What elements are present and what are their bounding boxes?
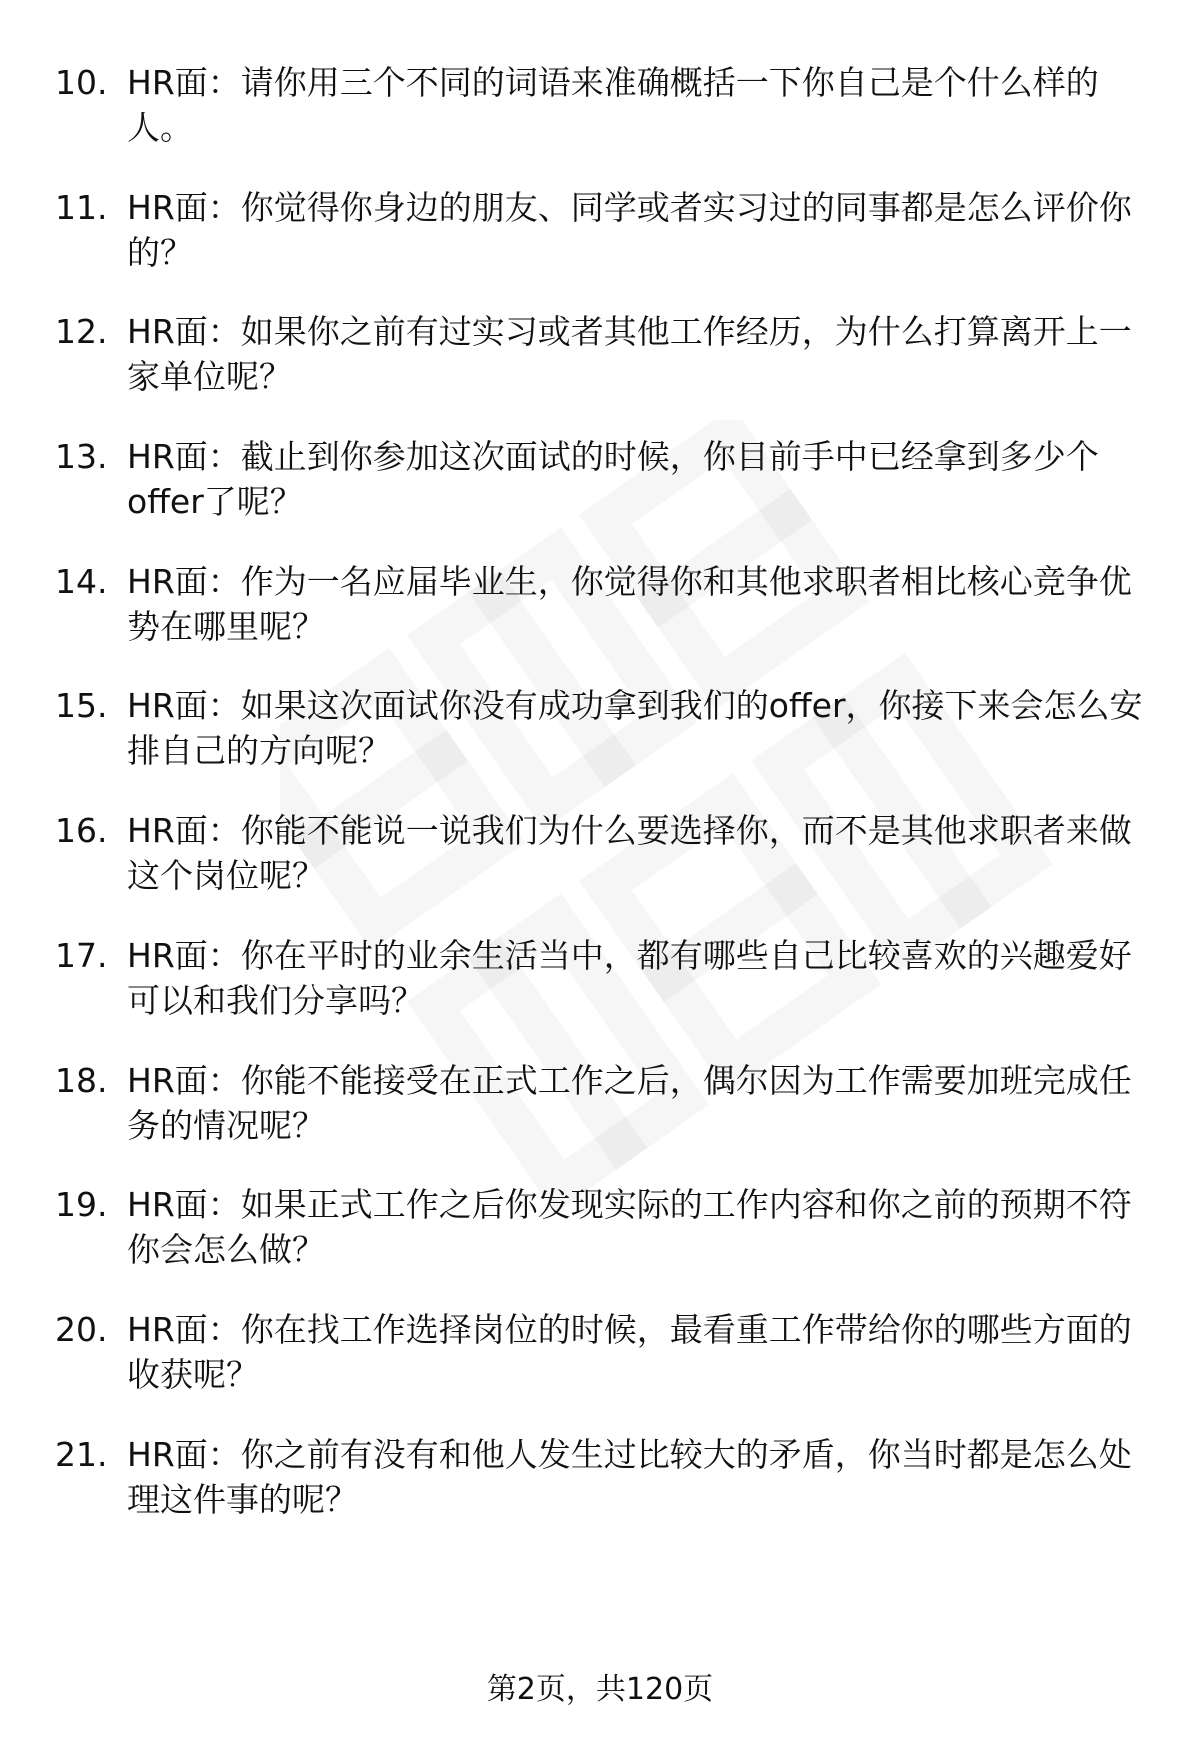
question-text: HR面：你能不能说一说我们为什么要选择你，而不是其他求职者来做这个岗位呢？ (127, 811, 1132, 896)
question-item (55, 1307, 1155, 1397)
question-item (55, 434, 1155, 524)
question-number: 18. (55, 1060, 108, 1100)
question-text: HR面：如果你之前有过实习或者其他工作经历，为什么打算离开上一家单位呢？ (127, 312, 1132, 397)
page-number-label: 第2页，共120页 (486, 1672, 714, 1707)
question-number: 21. (55, 1434, 108, 1474)
question-text: HR面：如果正式工作之后你发现实际的工作内容和你之前的预期不符你会怎么做？ (127, 1185, 1132, 1270)
question-item (55, 683, 1155, 773)
question-item (55, 559, 1155, 649)
question-text: HR面：你之前有没有和他人发生过比较大的矛盾，你当时都是怎么处理这件事的呢？ (127, 1434, 1132, 1519)
question-text: HR面：你能不能接受在正式工作之后，偶尔因为工作需要加班完成任务的情况呢？ (127, 1060, 1132, 1145)
question-item (55, 933, 1155, 1023)
question-list (55, 60, 1155, 1556)
question-text: HR面：作为一名应届毕业生，你觉得你和其他求职者相比核心竞争优势在哪里呢？ (127, 561, 1132, 646)
question-item (55, 60, 1155, 150)
question-number: 20. (55, 1309, 108, 1349)
question-number: 11. (55, 187, 108, 227)
question-number: 12. (55, 312, 108, 352)
question-number: 15. (55, 686, 108, 726)
page-footer (0, 1670, 1200, 1710)
question-text: HR面：请你用三个不同的词语来准确概括一下你自己是个什么样的人。 (127, 63, 1099, 147)
question-item (55, 1432, 1155, 1522)
question-number: 17. (55, 935, 108, 975)
question-text: HR面：你觉得你身边的朋友、同学或者实习过的同事都是怎么评价你的？ (127, 187, 1132, 272)
question-number: 13. (55, 437, 108, 477)
question-text: HR面：你在找工作选择岗位的时候，最看重工作带给你的哪些方面的收获呢？ (127, 1309, 1132, 1394)
question-text: HR面：你在平时的业余生活当中，都有哪些自己比较喜欢的兴趣爱好可以和我们分享吗？ (127, 935, 1132, 1020)
question-text: HR面：截止到你参加这次面试的时候，你目前手中已经拿到多少个offer了呢？ (127, 437, 1099, 522)
question-item (55, 309, 1155, 399)
question-item (55, 808, 1155, 898)
question-item (55, 1182, 1155, 1272)
question-item (55, 185, 1155, 275)
question-number: 16. (55, 811, 108, 851)
question-number: 10. (55, 63, 108, 102)
question-text: HR面：如果这次面试你没有成功拿到我们的offer，你接下来会怎么安排自己的方向呢？ (127, 686, 1143, 771)
question-number: 14. (55, 561, 108, 601)
question-item (55, 1058, 1155, 1148)
question-number: 19. (55, 1185, 108, 1225)
